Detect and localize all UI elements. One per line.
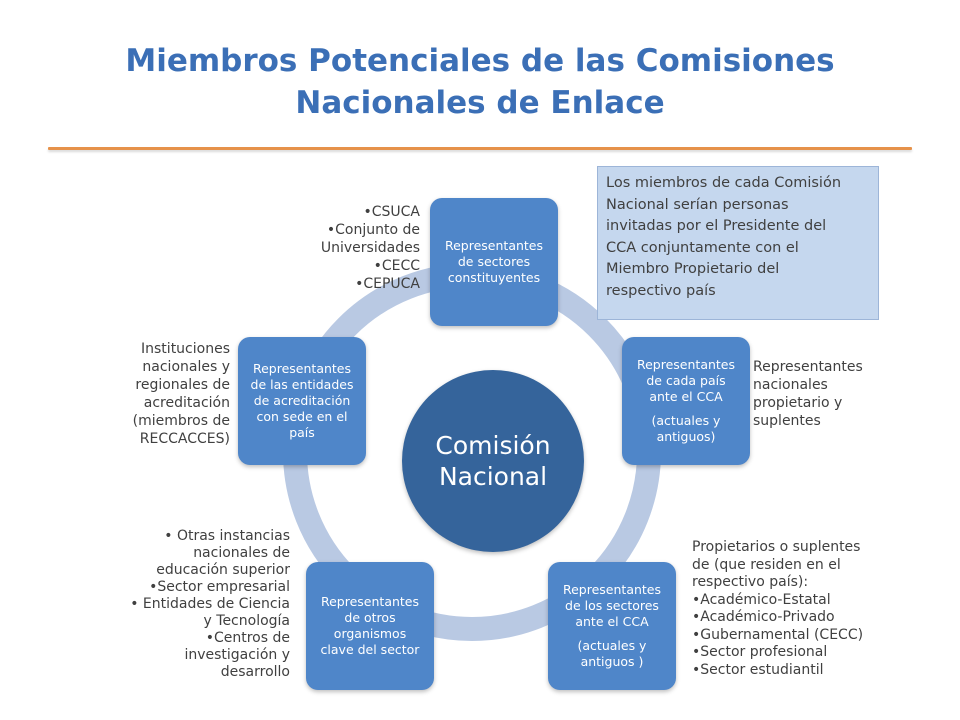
node-line: organismos <box>333 626 407 641</box>
node-line: de acreditación <box>253 393 351 408</box>
node-line: ante el CCA <box>575 614 649 629</box>
annotation-bottom-right <box>692 539 902 679</box>
node-otros-organismos <box>306 562 434 690</box>
center-label-line-1: Comisión <box>435 431 551 460</box>
annotation-line: •Sector estudiantil <box>692 661 824 678</box>
node-line: país <box>289 425 315 440</box>
annotation-line: investigación y <box>184 647 290 663</box>
note-box <box>597 166 879 320</box>
annotation-line: Instituciones <box>141 341 230 357</box>
note-line: Miembro Propietario del <box>606 261 780 277</box>
node-entidades-acreditacion <box>238 337 366 465</box>
annotation-line: •Académico-Privado <box>692 609 835 625</box>
annotation-line: • Entidades de Ciencia <box>130 596 290 612</box>
center-circle <box>402 370 584 552</box>
annotation-line: nacionales <box>753 377 828 393</box>
annotation-line: •CECC <box>373 258 420 274</box>
annotation-line: •Sector empresarial <box>149 579 290 595</box>
node-line: de cada país <box>646 373 726 388</box>
node-line: Representantes <box>320 594 420 609</box>
node-line: ante el CCA <box>649 389 723 404</box>
node-line: constituyentes <box>447 270 541 285</box>
annotation-line: acreditación <box>143 395 230 411</box>
node-representantes-sectores <box>548 562 676 690</box>
annotation-left <box>100 340 230 448</box>
annotation-line: •Gubernamental (CECC) <box>692 626 864 643</box>
node-line: Representantes <box>252 361 352 376</box>
annotation-line: desarrollo <box>220 664 290 680</box>
annotation-line: nacionales y <box>142 359 230 375</box>
annotation-line: RECCACCES) <box>139 431 230 447</box>
node-line: de los sectores <box>565 598 659 613</box>
node-representantes-pais <box>622 337 750 465</box>
node-line: clave del sector <box>320 642 420 657</box>
title-line-2: Nacionales de Enlace <box>295 85 665 121</box>
annotation-line: respectivo país): <box>692 574 809 590</box>
annotation-line: •Conjunto de <box>326 222 420 238</box>
annotation-line: •Sector profesional <box>692 644 828 660</box>
note-line: invitadas por el Presidente del <box>606 218 827 234</box>
annotation-line: Representantes <box>753 359 863 375</box>
annotation-line: •Centros de <box>205 630 290 646</box>
annotation-line: regionales de <box>135 377 230 393</box>
annotation-line: propietario y <box>753 395 843 411</box>
annotation-line: •CSUCA <box>363 204 420 220</box>
title-divider <box>48 147 912 150</box>
annotation-line: educación superior <box>156 562 290 578</box>
node-sectores-constituyentes <box>430 198 558 326</box>
node-sub-line: (actuales y <box>577 638 647 653</box>
center-label-line-2: Nacional <box>438 462 548 491</box>
node-line: Representantes <box>562 582 662 597</box>
note-line: Los miembros de cada Comisión <box>606 175 842 191</box>
note-line: Nacional serían personas <box>606 196 789 213</box>
note-line: respectivo país <box>606 282 716 299</box>
node-line: de las entidades <box>250 377 354 392</box>
node-line: de sectores <box>457 254 531 269</box>
annotation-line: y Tecnología <box>203 613 290 629</box>
annotation-top-left <box>290 203 420 293</box>
node-line: con sede en el <box>256 409 348 424</box>
annotation-line: nacionales de <box>193 545 290 561</box>
annotation-line: Propietarios o suplentes <box>692 539 861 555</box>
annotation-right <box>753 358 893 430</box>
annotation-line: •CEPUCA <box>355 276 420 292</box>
annotation-line: (miembros de <box>132 413 230 429</box>
annotation-line: de (que residen en el <box>692 556 841 573</box>
node-line: Representantes <box>636 357 736 372</box>
annotation-bottom-left <box>100 528 290 681</box>
node-line: Representantes <box>444 238 544 253</box>
annotation-line: • Otras instancias <box>164 528 290 544</box>
slide-title <box>60 40 900 124</box>
note-line: CCA conjuntamente con el <box>606 239 799 256</box>
annotation-line: suplentes <box>753 413 821 429</box>
annotation-line: •Académico-Estatal <box>692 591 831 608</box>
title-line-1: Miembros Potenciales de las Comisiones <box>125 43 835 79</box>
node-sub-line: (actuales y <box>651 413 721 428</box>
node-line: de otros <box>344 610 396 625</box>
node-sub-line: antiguos ) <box>580 654 644 669</box>
annotation-line: Universidades <box>320 240 420 256</box>
node-sub-line: antiguos) <box>656 429 716 444</box>
